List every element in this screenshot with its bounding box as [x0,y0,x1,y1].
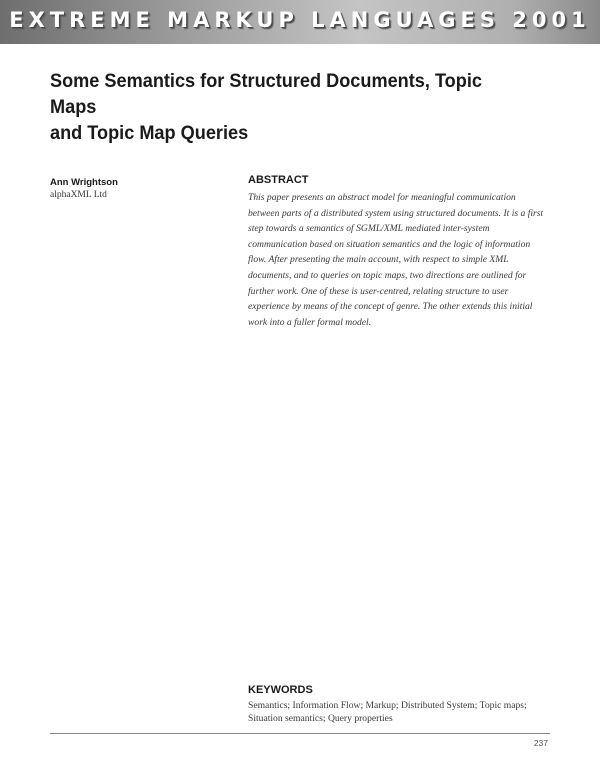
author-block [50,176,230,202]
paper-title-line-1: Some Semantics for Structured Documents, Topic Maps [50,70,482,118]
paper-title-line-2: and Topic Map Queries [50,122,249,144]
paper-title [50,68,524,146]
abstract-heading: ABSTRACT [248,174,309,186]
abstract-section [248,173,548,330]
author-affiliation: alphaXML Ltd [50,190,107,200]
keywords-section [248,683,548,725]
footer-divider [50,733,550,734]
page-number: 237 [533,738,548,748]
author-name: Ann Wrightson [50,177,118,188]
conference-banner [0,0,600,44]
banner-text: EXTREME MARKUP LANGUAGES 2001 [9,8,591,32]
keywords-text: Semantics; Information Flow; Markup; Distributed System; Topic maps; Situation semantics; Query properties [248,700,527,724]
abstract-text: This paper presents an abstract model for meaningful communication between parts of a distributed system using structured documents. It is a first step towards a semantics of SGML/XML mediated inter-system communication based on situation semantics and the logic of information flow. After presenting the main account, with respect to simple XML documents, and to queries on topic maps, two directions are outlined for further work. One of these is user-centred, relating structure to user experience by means of the concept of genre. The other extends this initial work into a fuller formal model. [248,192,544,328]
keywords-heading: KEYWORDS [248,684,313,696]
